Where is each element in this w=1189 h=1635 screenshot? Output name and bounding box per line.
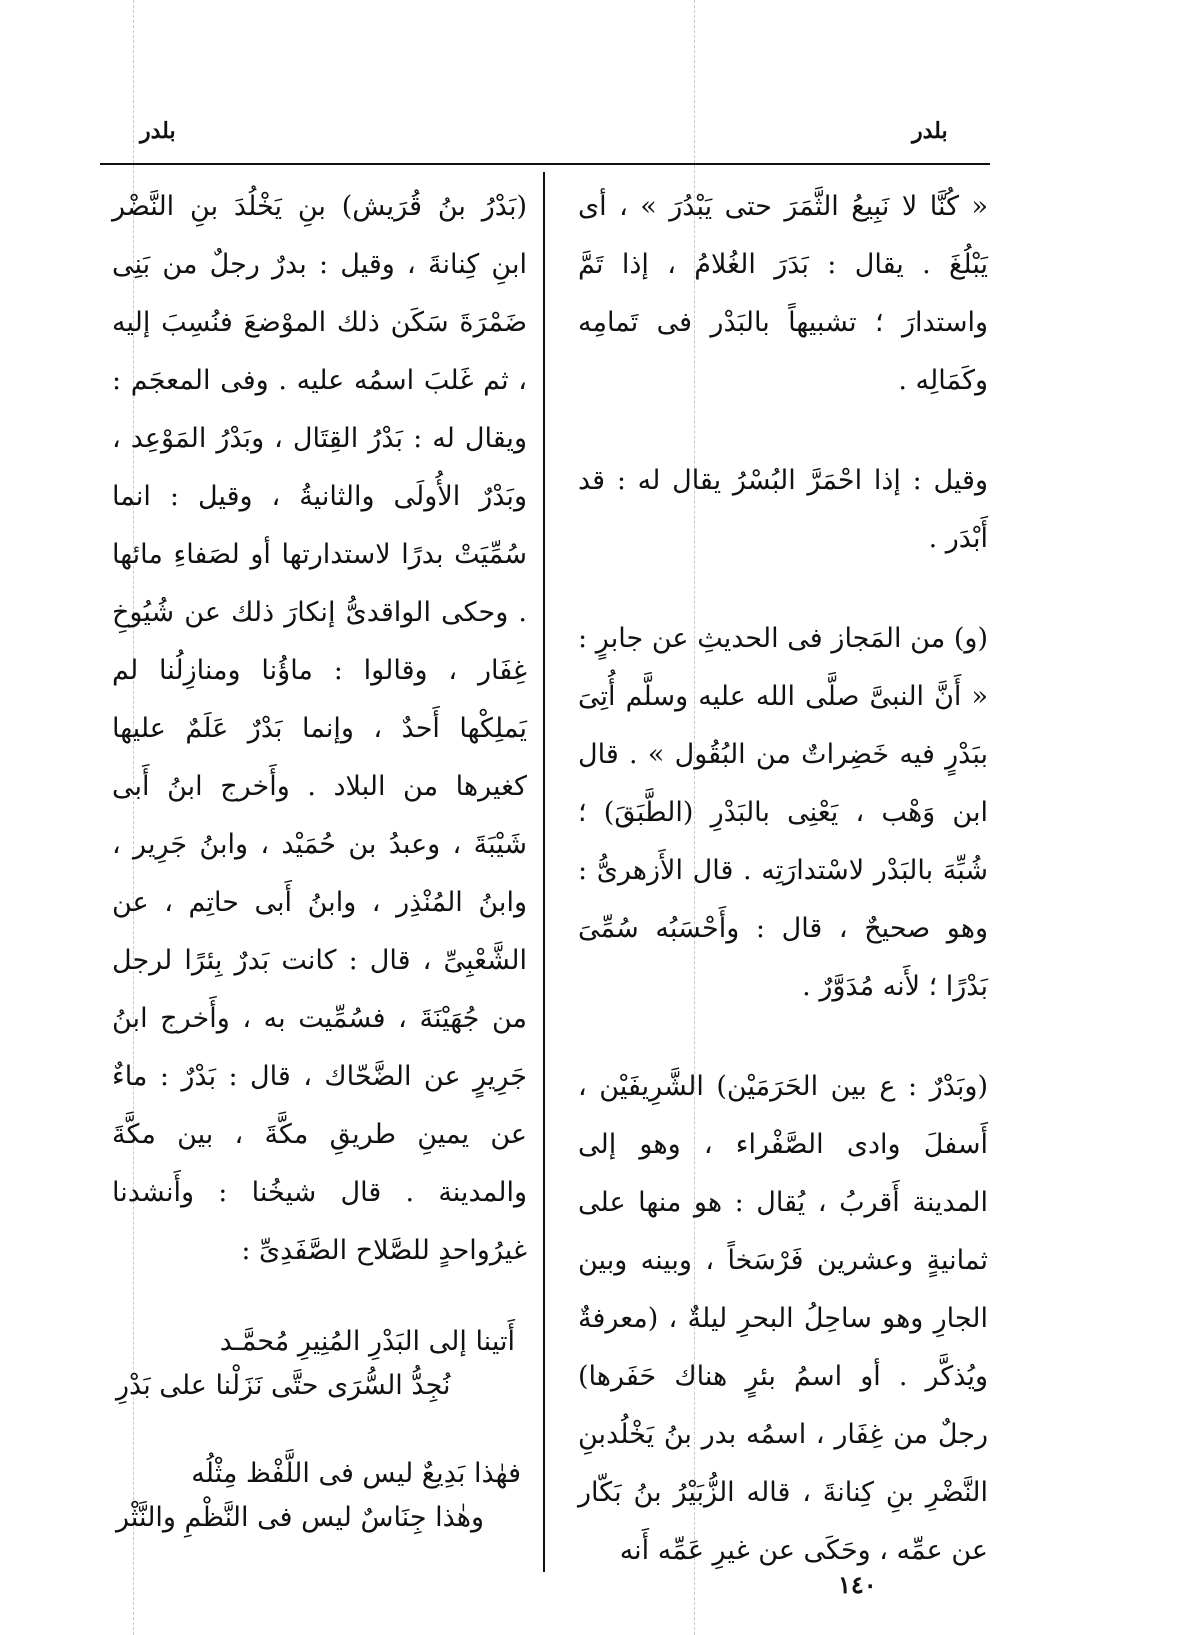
header-rule: [100, 163, 990, 165]
entry-paragraph: (و) من المَجاز فى الحديثِ عن جابرٍ : « أَنَّ النبىَّ صلَّى الله عليه وسلَّم أُتِىَ ببَدْرٍ فيه خَضِراتٌ من البُقُول » . قال ابن وَهْب ، يَعْنِى بالبَدْرِ (الطَّبَقَ) ؛ شُبِّهَ بالبَدْر لاسْتدارَتِه . قال الأَزهرىُّ : وهو صحيحٌ ، قال : وأَحْسَبُه سُمِّىَ بَدْرًا ؛ لأَنه مُدَوَّرٌ .: [578, 623, 988, 1002]
left-column: [112, 178, 527, 1540]
entry-paragraph: (بَدْرُ بنُ قُرَيش) بنِ يَخْلُدَ بنِ النَّضْر ابنِ كِنانةَ ، وقيل : بدرٌ رجلٌ من بَنِى ضَمْرَةَ سَكَن ذلك الموْضعَ فنُسِبَ إليه ، ثم غَلبَ اسمُه عليه . وفى المعجَم : ويقال له : بَدْرُ القِتَال ، وبَدْرُ المَوْعِد ، وبَدْرٌ الأُولَى والثانيةُ ، وقيل : انما سُمِّيَتْ بدرًا لاستدارتها أو لصَفاءِ مائها . وحكى الواقدىُّ إنكارَ ذلك عن شُيُوخِ غِفَار ، وقالوا : ماؤُنا ومنازِلُنا لم يَملِكْها أَحدٌ ، وإنما بَدْرٌ عَلَمٌ عليها كغيرها من البلاد . وأَخرج ابنُ أَبى شَيْبَةَ ، وعبدُ بن حُمَيْد ، وابنُ جَرِير ، وابنُ المُنْذِر ، وابنُ أَبى حاتِم ، عن الشَّعْبِىِّ ، قال : كانت بَدرٌ بِئرًا لرجل من جُهَيْنَةَ ، فسُمِّيت به ، وأَخرج ابنُ جَرِيرٍ عن الضَّحّاك ، قال : بَدْرٌ : ماءٌ عن يمينِ طريقِ مكَّةَ ، بين مكَّةَ والمدينة . قال شيخُنا : وأَنشدنا غيرُواحدٍ للصَّلاح الصَّفَدِىِّ :: [112, 191, 527, 1266]
right-column: [578, 178, 988, 1580]
entry-paragraph: (وبَدْرٌ : ع بين الحَرَمَيْن) الشَّرِيفَيْن ، أَسفلَ وادى الصَّفْراء ، وهو إلى المدينة أَقربُ ، يُقال : هو منها على ثمانيةٍ وعشرين فَرْسَخاً ، وبينه وبين الجارِ وهو ساحِلُ البحرِ ليلةٌ ، (معرفةٌ ويُذكَّر . أو اسمُ بئرٍ هناك حَفَرها) رجلٌ من غِفَار ، اسمُه بدر بنُ يَخْلُدبنِ النَّضْرِ بنِ كِنانةَ ، قاله الزُّبَيْرُ بنُ بَكّار عن عمِّه ، وحَكَى عن غيرِ عَمِّه أَنه: [578, 1071, 988, 1566]
poem-verse: فهٰذا بَدِيعٌ ليس فى اللَّفْظ مِثْلُه: [191, 1458, 521, 1489]
poem-verse: وهٰذا جِنَاسٌ ليس فى النَّظْمِ والنَّثْر: [116, 1502, 485, 1533]
running-head-left: بلدر: [140, 118, 176, 144]
column-divider: [543, 172, 545, 1572]
entry-paragraph: « كُنَّا لا نَبِيعُ الثَّمَرَ حتى يَبْدُرَ » ، أى يَبْلُغَ . يقال : بَدَرَ الغُلامُ ، إذا تَمَّ واستدارَ ؛ تشبيهاً بالبَدْر فى تَمامِه وكَمَالِه .: [578, 191, 988, 396]
page-number: ١٤٠: [838, 1570, 877, 1599]
poem-verse: أَتينا إلى البَدْرِ المُنِيرِ مُحمَّـد: [219, 1326, 515, 1357]
poem-verse: نُجِدُّ السُّرَى حتَّى نَزَلْنا على بَدْرِ: [116, 1370, 451, 1401]
running-head-right: بلدر: [912, 118, 948, 144]
entry-paragraph: وقيل : إذا احْمَرَّ البُسْرُ يقال له : قد أَبْدَر .: [578, 465, 988, 554]
